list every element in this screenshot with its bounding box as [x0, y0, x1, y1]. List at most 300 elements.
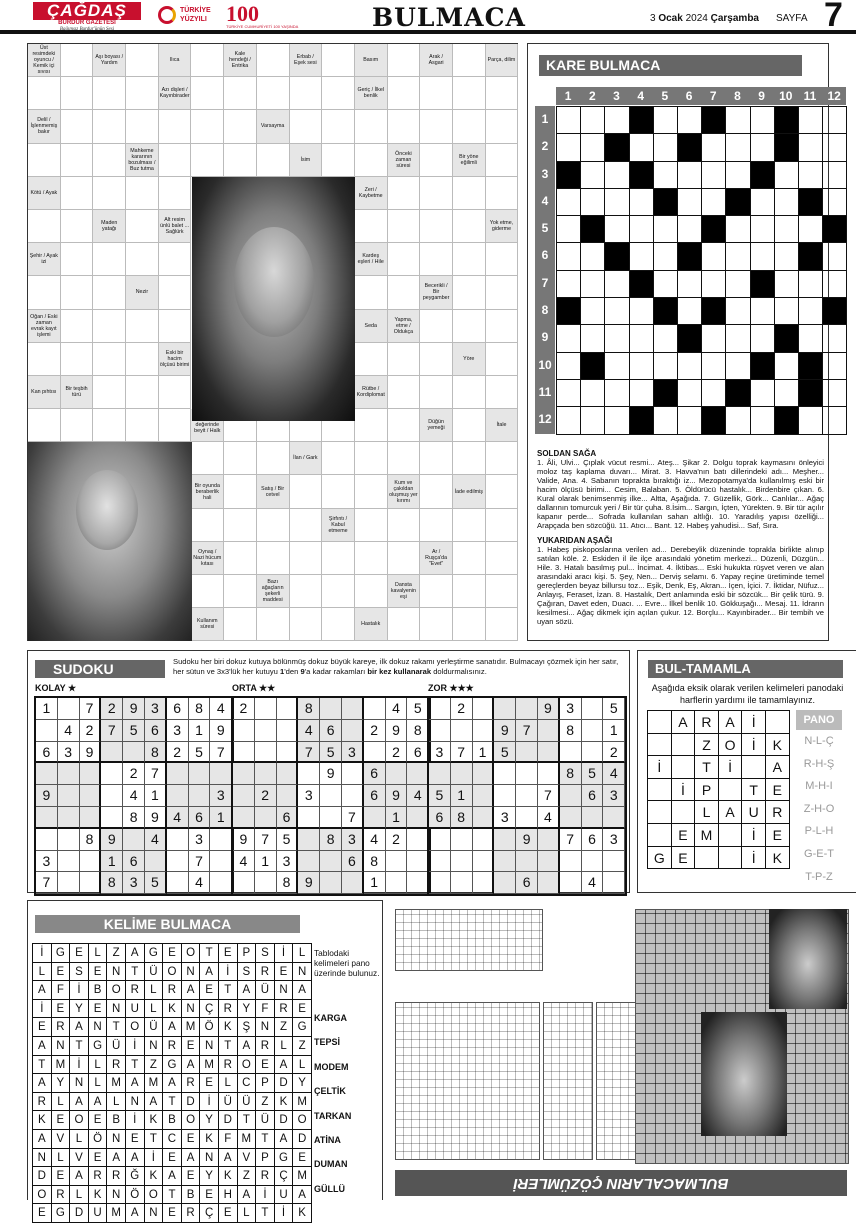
crossword-cell[interactable] [322, 110, 355, 143]
crossword-cell[interactable] [486, 77, 519, 110]
word-search-letter[interactable]: A [33, 1074, 52, 1093]
crossword-cell[interactable] [290, 608, 323, 641]
word-search-letter[interactable]: A [70, 1093, 89, 1112]
word-search-letter[interactable]: K [219, 1167, 238, 1186]
sudoku-empty-cell[interactable] [538, 742, 560, 764]
word-search-letter[interactable]: T [126, 1056, 145, 1075]
crossword-cell[interactable] [159, 177, 192, 210]
kare-cell[interactable] [605, 162, 629, 189]
kare-cell[interactable] [654, 243, 678, 270]
kare-cell[interactable] [702, 243, 726, 270]
crossword-cell[interactable] [61, 243, 94, 276]
word-search-letter[interactable]: A [182, 981, 201, 1000]
word-search-letter[interactable]: O [293, 1111, 312, 1130]
sudoku-empty-cell[interactable] [603, 851, 625, 873]
kare-cell[interactable] [581, 325, 605, 352]
kare-cell[interactable] [678, 189, 702, 216]
word-search-letter[interactable]: İ [70, 981, 89, 1000]
crossword-cell[interactable] [486, 177, 519, 210]
word-search-letter[interactable]: M [293, 1167, 312, 1186]
crossword-cell[interactable] [486, 110, 519, 143]
crossword-cell[interactable] [486, 310, 519, 343]
kare-cell[interactable] [654, 134, 678, 161]
crossword-cell[interactable] [420, 475, 453, 508]
sudoku-empty-cell[interactable] [386, 763, 408, 785]
sudoku-empty-cell[interactable] [538, 872, 560, 894]
kare-cell[interactable] [726, 298, 750, 325]
sudoku-empty-cell[interactable] [516, 763, 538, 785]
word-search-letter[interactable]: A [89, 1093, 108, 1112]
word-search-letter[interactable]: B [163, 1111, 182, 1130]
crossword-cell[interactable] [388, 243, 421, 276]
word-search-letter[interactable]: R [89, 1167, 108, 1186]
crossword-cell[interactable] [257, 144, 290, 177]
word-search-letter[interactable]: L [52, 1149, 71, 1168]
word-search-letter[interactable]: G [163, 1056, 182, 1075]
word-search-letter[interactable]: O [182, 944, 201, 963]
word-search-letter[interactable]: İ [200, 1093, 219, 1112]
sudoku-empty-cell[interactable] [582, 742, 604, 764]
crossword-cell[interactable] [355, 144, 388, 177]
crossword-cell[interactable] [453, 542, 486, 575]
kare-cell[interactable] [702, 380, 726, 407]
sudoku-empty-cell[interactable] [80, 807, 102, 829]
sudoku-empty-cell[interactable] [189, 763, 211, 785]
word-search-letter[interactable]: A [238, 1037, 257, 1056]
word-search-letter[interactable]: N [182, 963, 201, 982]
crossword-cell[interactable] [126, 310, 159, 343]
sudoku-empty-cell[interactable] [167, 851, 189, 873]
kare-cell[interactable] [557, 134, 581, 161]
kare-cell[interactable] [702, 189, 726, 216]
word-search-letter[interactable]: F [256, 1000, 275, 1019]
word-search-letter[interactable]: N [70, 1074, 89, 1093]
kare-cell[interactable] [751, 107, 775, 134]
word-search-letter[interactable]: G [293, 1018, 312, 1037]
kare-cell[interactable] [557, 407, 581, 434]
kare-cell[interactable] [557, 271, 581, 298]
kare-cell[interactable] [557, 353, 581, 380]
sudoku-empty-cell[interactable] [494, 763, 516, 785]
word-search-letter[interactable]: G [52, 944, 71, 963]
kare-cell[interactable] [775, 243, 799, 270]
empty-letter-cell[interactable] [672, 801, 696, 824]
word-search-letter[interactable]: A [163, 1018, 182, 1037]
word-search-letter[interactable]: O [163, 963, 182, 982]
kare-cell[interactable] [605, 407, 629, 434]
crossword-cell[interactable] [257, 44, 290, 77]
sudoku-empty-cell[interactable] [582, 807, 604, 829]
word-search-letter[interactable]: İ [126, 1111, 145, 1130]
empty-letter-cell[interactable] [648, 779, 672, 802]
sudoku-empty-cell[interactable] [255, 742, 277, 764]
kare-cell[interactable] [654, 407, 678, 434]
crossword-cell[interactable] [355, 343, 388, 376]
word-search-letter[interactable]: L [70, 1186, 89, 1205]
word-search-letter[interactable]: L [293, 944, 312, 963]
kare-cell[interactable] [751, 189, 775, 216]
sudoku-empty-cell[interactable] [167, 785, 189, 807]
empty-letter-cell[interactable] [695, 847, 719, 870]
sudoku-empty-cell[interactable] [494, 851, 516, 873]
word-search-letter[interactable]: Z [238, 1167, 257, 1186]
word-search-letter[interactable]: R [52, 1018, 71, 1037]
kare-cell[interactable] [751, 298, 775, 325]
sudoku-empty-cell[interactable] [277, 698, 299, 720]
word-search-letter[interactable]: L [145, 981, 164, 1000]
word-search-letter[interactable]: O [33, 1186, 52, 1205]
word-search-letter[interactable]: U [89, 1204, 108, 1223]
crossword-cell[interactable] [486, 376, 519, 409]
sudoku-empty-cell[interactable] [298, 763, 320, 785]
crossword-cell[interactable] [224, 475, 257, 508]
crossword-cell[interactable] [93, 243, 126, 276]
word-search-letter[interactable]: V [52, 1130, 71, 1149]
word-search-letter[interactable]: Y [52, 1074, 71, 1093]
sudoku-empty-cell[interactable] [538, 851, 560, 873]
crossword-cell[interactable] [388, 542, 421, 575]
kare-cell[interactable] [581, 107, 605, 134]
sudoku-empty-cell[interactable] [473, 720, 495, 742]
word-search-letter[interactable]: A [163, 1167, 182, 1186]
kare-cell[interactable] [775, 216, 799, 243]
sudoku-empty-cell[interactable] [320, 851, 342, 873]
sudoku-empty-cell[interactable] [36, 829, 58, 851]
crossword-cell[interactable] [28, 409, 61, 442]
word-search-letter[interactable]: E [219, 1204, 238, 1223]
sudoku-empty-cell[interactable] [407, 851, 429, 873]
crossword-cell[interactable] [61, 343, 94, 376]
crossword-cell[interactable] [61, 177, 94, 210]
word-search-letter[interactable]: İ [145, 1149, 164, 1168]
word-search-letter[interactable]: M [107, 1074, 126, 1093]
kare-cell[interactable] [630, 243, 654, 270]
word-search-letter[interactable]: R [256, 1167, 275, 1186]
sudoku-empty-cell[interactable] [473, 807, 495, 829]
word-search-letter[interactable]: N [182, 1000, 201, 1019]
word-search-letter[interactable]: O [70, 1111, 89, 1130]
kare-cell[interactable] [726, 162, 750, 189]
word-search-letter[interactable]: Ç [200, 1204, 219, 1223]
crossword-cell[interactable] [322, 542, 355, 575]
sudoku-empty-cell[interactable] [603, 807, 625, 829]
crossword-cell[interactable] [420, 77, 453, 110]
crossword-cell[interactable] [388, 343, 421, 376]
word-search-letter[interactable]: A [238, 981, 257, 1000]
kare-cell[interactable] [823, 353, 847, 380]
crossword-cell[interactable] [290, 77, 323, 110]
crossword-cell[interactable] [453, 110, 486, 143]
crossword-cell[interactable] [453, 77, 486, 110]
crossword-cell[interactable] [28, 343, 61, 376]
word-search-letter[interactable]: Y [200, 1111, 219, 1130]
crossword-cell[interactable] [453, 376, 486, 409]
crossword-cell[interactable] [126, 44, 159, 77]
word-search-letter[interactable]: A [145, 1093, 164, 1112]
word-search-letter[interactable]: Y [293, 1074, 312, 1093]
word-search-letter[interactable]: R [52, 1186, 71, 1205]
word-search-letter[interactable]: İ [219, 963, 238, 982]
word-search-letter[interactable]: İ [33, 944, 52, 963]
word-search-letter[interactable]: E [200, 981, 219, 1000]
sudoku-empty-cell[interactable] [233, 785, 255, 807]
kare-cell[interactable] [654, 271, 678, 298]
kare-cell[interactable] [726, 353, 750, 380]
crossword-cell[interactable] [420, 144, 453, 177]
crossword-cell[interactable] [159, 110, 192, 143]
word-search-letter[interactable]: K [200, 1130, 219, 1149]
crossword-cell[interactable] [355, 509, 388, 542]
sudoku-empty-cell[interactable] [320, 872, 342, 894]
crossword-cell[interactable] [420, 442, 453, 475]
word-search-letter[interactable]: N [293, 963, 312, 982]
crossword-cell[interactable] [453, 575, 486, 608]
kare-cell[interactable] [799, 107, 823, 134]
sudoku-empty-cell[interactable] [167, 829, 189, 851]
crossword-cell[interactable] [93, 343, 126, 376]
crossword-cell[interactable] [28, 210, 61, 243]
crossword-cell[interactable] [224, 110, 257, 143]
word-search-letter[interactable]: M [107, 1204, 126, 1223]
crossword-cell[interactable] [388, 276, 421, 309]
word-search-letter[interactable]: A [182, 1149, 201, 1168]
sudoku-empty-cell[interactable] [560, 807, 582, 829]
crossword-cell[interactable] [93, 276, 126, 309]
word-search-letter[interactable]: L [89, 944, 108, 963]
word-search-letter[interactable]: N [89, 1018, 108, 1037]
word-search-letter[interactable]: K [89, 1186, 108, 1205]
crossword-cell[interactable] [420, 210, 453, 243]
crossword-cell[interactable] [486, 575, 519, 608]
sudoku-empty-cell[interactable] [473, 851, 495, 873]
kare-cell[interactable] [823, 134, 847, 161]
kare-cell[interactable] [823, 189, 847, 216]
crossword-cell[interactable] [420, 575, 453, 608]
crossword-cell[interactable] [420, 310, 453, 343]
crossword-cell[interactable] [486, 542, 519, 575]
word-search-letter[interactable]: E [52, 1000, 71, 1019]
word-search-letter[interactable]: O [126, 1018, 145, 1037]
word-search-letter[interactable]: İ [256, 1186, 275, 1205]
crossword-cell[interactable] [453, 409, 486, 442]
crossword-cell[interactable] [224, 509, 257, 542]
word-search-letter[interactable]: Ş [238, 1018, 257, 1037]
crossword-cell[interactable] [224, 608, 257, 641]
kare-cell[interactable] [630, 380, 654, 407]
sudoku-empty-cell[interactable] [473, 872, 495, 894]
word-search-letter[interactable]: Y [238, 1000, 257, 1019]
crossword-cell[interactable] [191, 509, 224, 542]
kare-cell[interactable] [630, 134, 654, 161]
kare-cell[interactable] [799, 298, 823, 325]
crossword-cell[interactable] [355, 210, 388, 243]
word-search-letter[interactable]: N [200, 1149, 219, 1168]
word-search-letter[interactable]: N [33, 1149, 52, 1168]
sudoku-empty-cell[interactable] [255, 763, 277, 785]
sudoku-empty-cell[interactable] [210, 829, 232, 851]
sudoku-empty-cell[interactable] [560, 785, 582, 807]
sudoku-empty-cell[interactable] [233, 807, 255, 829]
kare-cell[interactable] [630, 189, 654, 216]
word-search-letter[interactable]: A [70, 1018, 89, 1037]
crossword-cell[interactable] [453, 276, 486, 309]
kare-cell[interactable] [799, 216, 823, 243]
word-search-letter[interactable]: R [256, 1037, 275, 1056]
word-search-letter[interactable]: R [219, 1056, 238, 1075]
kare-cell[interactable] [678, 298, 702, 325]
crossword-cell[interactable] [257, 77, 290, 110]
empty-letter-cell[interactable] [672, 734, 696, 757]
crossword-cell[interactable] [355, 276, 388, 309]
crossword-cell[interactable] [159, 409, 192, 442]
sudoku-empty-cell[interactable] [494, 872, 516, 894]
word-search-letter[interactable]: N [126, 1093, 145, 1112]
sudoku-empty-cell[interactable] [101, 763, 123, 785]
sudoku-empty-cell[interactable] [320, 807, 342, 829]
kare-cell[interactable] [630, 353, 654, 380]
word-search-letter[interactable]: K [145, 1167, 164, 1186]
sudoku-empty-cell[interactable] [538, 720, 560, 742]
kare-cell[interactable] [702, 271, 726, 298]
kare-cell[interactable] [678, 107, 702, 134]
word-search-letter[interactable]: K [33, 1111, 52, 1130]
sudoku-empty-cell[interactable] [451, 763, 473, 785]
word-search-letter[interactable]: E [182, 1037, 201, 1056]
word-search-letter[interactable]: A [70, 1167, 89, 1186]
word-search-letter[interactable]: Ö [126, 1186, 145, 1205]
word-search-letter[interactable]: Ç [200, 1000, 219, 1019]
sudoku-empty-cell[interactable] [429, 763, 451, 785]
crossword-cell[interactable] [93, 409, 126, 442]
word-search-letter[interactable]: M [293, 1093, 312, 1112]
word-search-letter[interactable]: L [89, 1056, 108, 1075]
empty-letter-cell[interactable] [648, 711, 672, 734]
sudoku-empty-cell[interactable] [277, 720, 299, 742]
word-search-letter[interactable]: A [293, 981, 312, 1000]
sudoku-empty-cell[interactable] [582, 720, 604, 742]
crossword-cell[interactable] [453, 44, 486, 77]
crossword-cell[interactable] [486, 608, 519, 641]
crossword-cell[interactable] [159, 310, 192, 343]
crossword-cell[interactable] [290, 542, 323, 575]
crossword-cell[interactable] [420, 177, 453, 210]
word-search-letter[interactable]: Ö [89, 1130, 108, 1149]
word-search-letter[interactable]: Ü [145, 1018, 164, 1037]
word-search-letter[interactable]: U [126, 1000, 145, 1019]
word-search-letter[interactable]: A [107, 1149, 126, 1168]
word-search-letter[interactable]: G [145, 944, 164, 963]
word-search-letter[interactable]: M [182, 1018, 201, 1037]
kare-cell[interactable] [678, 216, 702, 243]
kare-cell[interactable] [557, 325, 581, 352]
kare-cell[interactable] [654, 353, 678, 380]
sudoku-empty-cell[interactable] [516, 807, 538, 829]
sudoku-empty-cell[interactable] [123, 742, 145, 764]
sudoku-empty-cell[interactable] [473, 829, 495, 851]
crossword-cell[interactable] [93, 110, 126, 143]
sudoku-empty-cell[interactable] [123, 829, 145, 851]
sudoku-empty-cell[interactable] [516, 785, 538, 807]
word-search-letter[interactable]: R [33, 1093, 52, 1112]
sudoku-empty-cell[interactable] [582, 698, 604, 720]
sudoku-empty-cell[interactable] [255, 872, 277, 894]
empty-letter-cell[interactable] [648, 824, 672, 847]
word-search-letter[interactable]: Ğ [126, 1167, 145, 1186]
sudoku-empty-cell[interactable] [560, 851, 582, 873]
crossword-cell[interactable] [191, 575, 224, 608]
kare-cell[interactable] [605, 216, 629, 243]
kare-cell[interactable] [823, 271, 847, 298]
sudoku-empty-cell[interactable] [320, 698, 342, 720]
crossword-cell[interactable] [355, 575, 388, 608]
crossword-cell[interactable] [126, 376, 159, 409]
crossword-cell[interactable] [453, 442, 486, 475]
sudoku-empty-cell[interactable] [407, 763, 429, 785]
kare-cell[interactable] [702, 325, 726, 352]
word-search-letter[interactable]: G [89, 1037, 108, 1056]
word-search-letter[interactable]: L [293, 1056, 312, 1075]
word-search-letter[interactable]: K [219, 1018, 238, 1037]
crossword-cell[interactable] [224, 77, 257, 110]
kare-cell[interactable] [823, 107, 847, 134]
crossword-cell[interactable] [224, 144, 257, 177]
crossword-cell[interactable] [453, 509, 486, 542]
word-search-letter[interactable]: A [126, 1074, 145, 1093]
kare-cell[interactable] [581, 134, 605, 161]
crossword-cell[interactable] [159, 243, 192, 276]
sudoku-empty-cell[interactable] [407, 829, 429, 851]
sudoku-empty-cell[interactable] [167, 872, 189, 894]
crossword-cell[interactable] [93, 177, 126, 210]
kare-cell[interactable] [823, 162, 847, 189]
crossword-cell[interactable] [388, 509, 421, 542]
crossword-cell[interactable] [191, 77, 224, 110]
sudoku-empty-cell[interactable] [233, 720, 255, 742]
word-search-letter[interactable]: D [33, 1167, 52, 1186]
kare-cell[interactable] [726, 407, 750, 434]
crossword-cell[interactable] [191, 44, 224, 77]
word-search-letter[interactable]: E [33, 1204, 52, 1223]
crossword-cell[interactable] [322, 575, 355, 608]
word-search-letter[interactable]: A [126, 1204, 145, 1223]
empty-letter-cell[interactable] [719, 824, 743, 847]
sudoku-empty-cell[interactable] [429, 851, 451, 873]
sudoku-empty-cell[interactable] [473, 785, 495, 807]
kare-cell[interactable] [581, 243, 605, 270]
word-search-letter[interactable]: N [107, 1000, 126, 1019]
sudoku-empty-cell[interactable] [342, 785, 364, 807]
word-search-letter[interactable]: D [275, 1074, 294, 1093]
crossword-cell[interactable] [388, 77, 421, 110]
word-search-letter[interactable]: Ü [107, 1037, 126, 1056]
sudoku-empty-cell[interactable] [320, 785, 342, 807]
kare-cell[interactable] [605, 325, 629, 352]
kare-cell[interactable] [751, 325, 775, 352]
word-search-letter[interactable]: N [275, 981, 294, 1000]
word-search-letter[interactable]: R [182, 1204, 201, 1223]
kare-cell[interactable] [581, 380, 605, 407]
kare-cell[interactable] [702, 162, 726, 189]
crossword-cell[interactable] [126, 210, 159, 243]
sudoku-empty-cell[interactable] [364, 698, 386, 720]
sudoku-empty-cell[interactable] [429, 698, 451, 720]
crossword-cell[interactable] [61, 77, 94, 110]
kare-cell[interactable] [726, 271, 750, 298]
sudoku-empty-cell[interactable] [255, 720, 277, 742]
word-search-letter[interactable]: R [107, 1167, 126, 1186]
kare-cell[interactable] [726, 216, 750, 243]
crossword-cell[interactable] [224, 575, 257, 608]
